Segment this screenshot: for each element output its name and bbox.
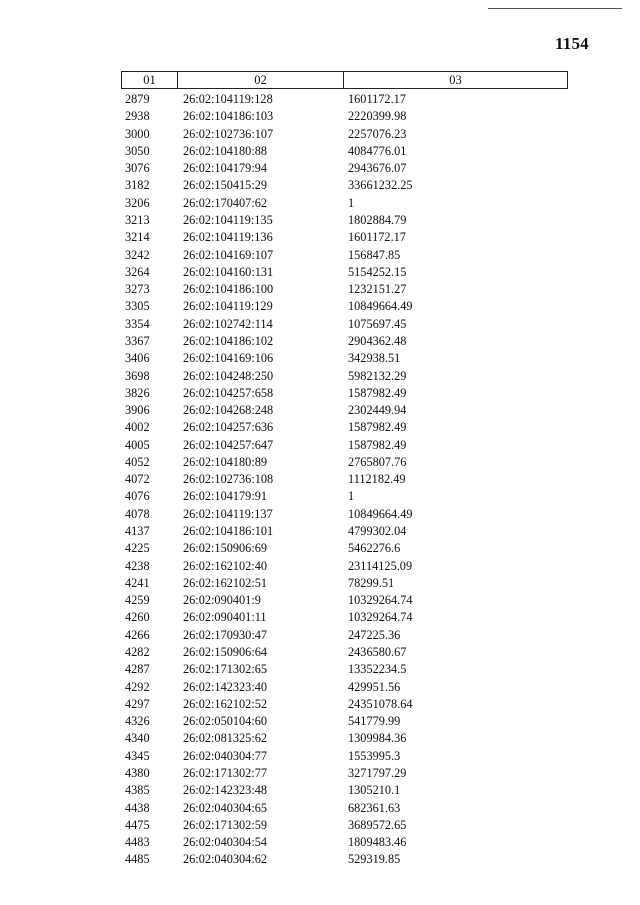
table-row [125, 523, 565, 540]
row-id-cell: 4292 [125, 679, 150, 694]
table-body [125, 91, 565, 869]
value-cell: 5462276.6 [348, 541, 401, 556]
cadastral-number-cell: 26:02:104119:136 [183, 230, 273, 245]
table-row [125, 540, 565, 557]
value-cell: 10329264.74 [348, 610, 413, 625]
cadastral-number-cell: 26:02:104160:131 [183, 264, 274, 279]
cadastral-number-cell: 26:02:170407:62 [183, 195, 268, 210]
value-cell: 2765807.76 [348, 454, 407, 469]
cadastral-number-cell: 26:02:104186:101 [183, 524, 274, 539]
value-cell: 1587982.49 [348, 420, 407, 435]
cadastral-number-cell: 26:02:104179:91 [183, 489, 268, 504]
table-row [125, 385, 565, 402]
table-row [125, 108, 565, 125]
cadastral-number-cell: 26:02:150906:69 [183, 541, 268, 556]
row-id-cell: 3354 [125, 316, 150, 331]
column-header-02: 02 [178, 72, 344, 88]
value-cell: 247225.36 [348, 627, 401, 642]
row-id-cell: 3076 [125, 161, 150, 176]
table-row [125, 592, 565, 609]
row-id-cell: 3000 [125, 126, 150, 141]
value-cell: 3271797.29 [348, 765, 407, 780]
table-row [125, 661, 565, 678]
cadastral-number-cell: 26:02:162102:40 [183, 558, 268, 573]
cadastral-number-cell: 26:02:104257:647 [183, 437, 274, 452]
cadastral-number-cell: 26:02:104180:89 [183, 454, 268, 469]
table-row [125, 454, 565, 471]
cadastral-number-cell: 26:02:104186:102 [183, 333, 274, 348]
row-id-cell: 4137 [125, 524, 150, 539]
page-number: 1154 [555, 34, 589, 53]
cadastral-number-cell: 26:02:040304:62 [183, 852, 268, 867]
table-row [125, 730, 565, 747]
value-cell: 342938.51 [348, 351, 401, 366]
table-row [125, 281, 565, 298]
value-cell: 10849664.49 [348, 299, 413, 314]
cadastral-number-cell: 26:02:104169:106 [183, 351, 274, 366]
value-cell: 1232151.27 [348, 282, 407, 297]
cadastral-number-cell: 26:02:104257:636 [183, 420, 274, 435]
table-row [125, 782, 565, 799]
value-cell: 4084776.01 [348, 143, 407, 158]
value-cell: 2220399.98 [348, 109, 407, 124]
cadastral-number-cell: 26:02:040304:65 [183, 800, 268, 815]
row-id-cell: 4287 [125, 662, 150, 677]
value-cell: 1112182.49 [348, 472, 406, 487]
row-id-cell: 3698 [125, 368, 150, 383]
row-id-cell: 3242 [125, 247, 150, 262]
cadastral-number-cell: 26:02:104257:658 [183, 385, 274, 400]
column-header-03: 03 [449, 73, 462, 87]
table-row [125, 644, 565, 661]
cadastral-number-cell: 26:02:162102:51 [183, 575, 268, 590]
table-row [125, 851, 565, 868]
table-row [125, 558, 565, 575]
row-id-cell: 4438 [125, 800, 150, 815]
cadastral-number-cell: 26:02:104179:94 [183, 161, 268, 176]
table-row [125, 506, 565, 523]
row-id-cell: 3264 [125, 264, 150, 279]
row-id-cell: 4052 [125, 454, 150, 469]
cadastral-number-cell: 26:02:170930:47 [183, 627, 268, 642]
value-cell: 2257076.23 [348, 126, 407, 141]
cadastral-number-cell: 26:02:104119:128 [183, 92, 273, 106]
value-cell: 2904362.48 [348, 333, 407, 348]
table-row [125, 575, 565, 592]
cadastral-number-cell: 26:02:142323:48 [183, 783, 268, 798]
table-row [125, 160, 565, 177]
value-cell: 1309984.36 [348, 731, 407, 746]
table-row [125, 834, 565, 851]
value-cell: 1075697.45 [348, 316, 407, 331]
row-id-cell: 4076 [125, 489, 150, 504]
table-header [121, 71, 568, 89]
row-id-cell: 3406 [125, 351, 150, 366]
cadastral-number-cell: 26:02:102736:107 [183, 126, 274, 141]
value-cell: 2302449.94 [348, 403, 407, 418]
row-id-cell: 4225 [125, 541, 150, 556]
cadastral-number-cell: 26:02:104119:137 [183, 506, 273, 521]
cadastral-number-cell: 26:02:104248:250 [183, 368, 274, 383]
cadastral-number-cell: 26:02:162102:52 [183, 696, 268, 711]
row-id-cell: 4072 [125, 472, 150, 487]
row-id-cell: 4326 [125, 714, 150, 729]
value-cell: 1 [348, 489, 355, 504]
value-cell: 10329264.74 [348, 593, 413, 608]
value-cell: 1587982.49 [348, 437, 407, 452]
value-cell: 1802884.79 [348, 212, 407, 227]
top-rule [488, 8, 622, 9]
table-row [125, 229, 565, 246]
table-row [125, 419, 565, 436]
row-id-cell: 3367 [125, 333, 150, 348]
cadastral-number-cell: 26:02:171302:77 [183, 765, 268, 780]
cadastral-number-cell: 26:02:104169:107 [183, 247, 274, 262]
value-cell: 5982132.29 [348, 368, 407, 383]
table-row [125, 333, 565, 350]
value-cell: 529319.85 [348, 852, 401, 867]
value-cell: 33661232.25 [348, 178, 413, 193]
cadastral-number-cell: 26:02:090401:9 [183, 593, 261, 608]
cadastral-number-cell: 26:02:104119:129 [183, 299, 273, 314]
row-id-cell: 4340 [125, 731, 150, 746]
row-id-cell: 2879 [125, 92, 150, 106]
cadastral-number-cell: 26:02:171302:59 [183, 817, 268, 832]
value-cell: 1 [348, 195, 355, 210]
value-cell: 1305210.1 [348, 783, 401, 798]
value-cell: 1587982.49 [348, 385, 407, 400]
row-id-cell: 4078 [125, 506, 150, 521]
table-row [125, 195, 565, 212]
table-row [125, 471, 565, 488]
row-id-cell: 3826 [125, 385, 150, 400]
row-id-cell: 3273 [125, 282, 150, 297]
table-row [125, 298, 565, 315]
row-id-cell: 4002 [125, 420, 150, 435]
table-row [125, 765, 565, 782]
value-cell: 682361.63 [348, 800, 401, 815]
row-id-cell: 4260 [125, 610, 150, 625]
table-row [125, 713, 565, 730]
row-id-cell: 4241 [125, 575, 150, 590]
row-id-cell: 4485 [125, 852, 150, 867]
value-cell: 156847.85 [348, 247, 401, 262]
table-row [125, 350, 565, 367]
table-row [125, 368, 565, 385]
table-row [125, 437, 565, 454]
table-row [125, 800, 565, 817]
value-cell: 1601172.17 [348, 92, 406, 106]
row-id-cell: 3182 [125, 178, 150, 193]
value-cell: 23114125.09 [348, 558, 413, 573]
row-id-cell: 3206 [125, 195, 150, 210]
cadastral-number-cell: 26:02:102736:108 [183, 472, 274, 487]
value-cell: 1809483.46 [348, 835, 407, 850]
row-id-cell: 3214 [125, 230, 150, 245]
cadastral-number-cell: 26:02:104119:135 [183, 212, 273, 227]
value-cell: 13352234.5 [348, 662, 407, 677]
row-id-cell: 4345 [125, 748, 150, 763]
row-id-cell: 4483 [125, 835, 150, 850]
row-id-cell: 2938 [125, 109, 150, 124]
cadastral-number-cell: 26:02:142323:40 [183, 679, 268, 694]
table-row [125, 126, 565, 143]
row-id-cell: 4385 [125, 783, 150, 798]
cadastral-number-cell: 26:02:104268:248 [183, 403, 274, 418]
column-header-01: 01 [122, 72, 178, 88]
cadastral-number-cell: 26:02:102742:114 [183, 316, 273, 331]
table-row [125, 817, 565, 834]
row-id-cell: 4259 [125, 593, 150, 608]
row-id-cell: 3305 [125, 299, 150, 314]
row-id-cell: 4475 [125, 817, 150, 832]
value-cell: 4799302.04 [348, 524, 407, 539]
value-cell: 78299.51 [348, 575, 395, 590]
table-row [125, 696, 565, 713]
value-cell: 2436580.67 [348, 645, 407, 659]
table-row [125, 627, 565, 644]
table-row [125, 402, 565, 419]
row-id-cell: 3213 [125, 212, 150, 227]
cadastral-number-cell: 26:02:050104:60 [183, 714, 268, 729]
table-row [125, 212, 565, 229]
row-id-cell: 4282 [125, 645, 150, 659]
table-row [125, 247, 565, 264]
row-id-cell: 4380 [125, 765, 150, 780]
table-row [125, 609, 565, 626]
table-row [125, 143, 565, 160]
cadastral-number-cell: 26:02:150906:64 [183, 645, 268, 659]
row-id-cell: 3906 [125, 403, 150, 418]
value-cell: 10849664.49 [348, 506, 413, 521]
value-cell: 3689572.65 [348, 817, 407, 832]
value-cell: 541779.99 [348, 714, 401, 729]
row-id-cell: 4266 [125, 627, 150, 642]
value-cell: 24351078.64 [348, 696, 413, 711]
value-cell: 2943676.07 [348, 161, 407, 176]
cadastral-number-cell: 26:02:081325:62 [183, 731, 268, 746]
cadastral-number-cell: 26:02:104180:88 [183, 143, 268, 158]
cadastral-number-cell: 26:02:104186:100 [183, 282, 274, 297]
table-row [125, 264, 565, 281]
table-row [125, 748, 565, 765]
row-id-cell: 4238 [125, 558, 150, 573]
table-row [125, 91, 565, 108]
value-cell: 429951.56 [348, 679, 401, 694]
row-id-cell: 3050 [125, 143, 150, 158]
row-id-cell: 4297 [125, 696, 150, 711]
table-row [125, 177, 565, 194]
cadastral-number-cell: 26:02:104186:103 [183, 109, 274, 124]
table-row [125, 488, 565, 505]
cadastral-number-cell: 26:02:171302:65 [183, 662, 268, 677]
value-cell: 1601172.17 [348, 230, 406, 245]
cadastral-number-cell: 26:02:040304:54 [183, 835, 268, 850]
cadastral-number-cell: 26:02:150415:29 [183, 178, 268, 193]
table-row [125, 679, 565, 696]
value-cell: 1553995.3 [348, 748, 401, 763]
value-cell: 5154252.15 [348, 264, 407, 279]
table-row [125, 316, 565, 333]
cadastral-number-cell: 26:02:090401:11 [183, 610, 267, 625]
cadastral-number-cell: 26:02:040304:77 [183, 748, 268, 763]
row-id-cell: 4005 [125, 437, 150, 452]
